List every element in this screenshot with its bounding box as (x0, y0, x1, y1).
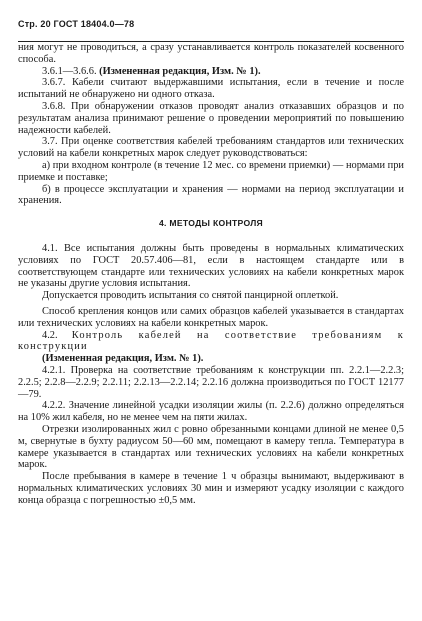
paragraph-3-6-1-amendment (18, 66, 404, 78)
running-header: Стр. 20 ГОСТ 18404.0—78 (18, 19, 135, 29)
paragraph-4-2 (18, 330, 404, 354)
amendment-note-4-2: (Измененная редакция, Изм. № 1). (42, 353, 204, 365)
paragraph-3-7-a: а) при входном контроле (в течение 12 мес. со времени приемки) — нормами при приемке и поставке; (18, 159, 404, 183)
document-body (18, 42, 404, 506)
clause-title: Контроль кабелей на соответствие требованиям к конструкции (18, 329, 404, 353)
paragraph-samples: Отрезки изолированных жил с ровно обрезанными концами длиной не менее 0,5 м, свернутые в бухту радиусом 50—60 мм, помещают в камеру тепла. Температура в камере указывается в стандартах или технических условиях на кабели конкретных марок. (18, 423, 404, 471)
paragraph-4-1: 4.1. Все испытания должны быть проведены в нормальных климатических условиях по ГОСТ 20.57.406—81, если в настоящем стандарте или в соответствующем стандарте или технических условиях на кабели конкретных марок не указаны другие условия испытания. (18, 242, 404, 290)
paragraph-4-2-2: 4.2.2. Значение линейной усадки изоляции жилы (п. 2.2.6) должно определяться на 10% жил кабеля, но не менее чем на пяти жилах. (18, 400, 404, 424)
section-heading: 4. МЕТОДЫ КОНТРОЛЯ (158, 218, 264, 229)
amendment-note: (Измененная редакция, Изм. № 1). (99, 65, 261, 77)
paragraph-oplyotka: Допускается проводить испытания со снятой панцирной оплеткой. (42, 290, 339, 302)
paragraph-3-7-b: б) в процессе эксплуатации и хранения — нормами на период эксплуатации и хранения. (18, 183, 404, 207)
paragraph-3-7: 3.7. При оценке соответствия кабелей требованиям стандартов или технических условий на кабели конкретных марок следует руководствоваться: (18, 136, 404, 160)
paragraph-3-6-8: 3.6.8. При обнаружении отказов проводят анализ отказавших образцов и по результатам анализа принимают решение о проведении мероприятий по повышению надежности кабелей. (18, 100, 404, 136)
clause-number: 3.6.1—3.6.6. (42, 65, 97, 77)
paragraph-fastening: Способ крепления концов или самих образцов кабелей указывается в стандартах или технических условиях на кабели конкретных марок. (18, 305, 404, 329)
paragraph-measurement: После пребывания в камере в течение 1 ч образцы вынимают, выдерживают в нормальных климатических условиях 30 мин и измеряют усадку изоляции с каждого конца образца с погрешностью ±0,5 мм. (18, 471, 404, 506)
paragraph-continuation: ния могут не проводиться, а сразу устанавливается контроль показателей косвенного способа. (18, 42, 404, 65)
paragraph-3-6-7: 3.6.7. Кабели считают выдержавшими испытания, если в течение и после испытаний не обнаружено ни одного отказа. (18, 77, 404, 101)
paragraph-4-2-1: 4.2.1. Проверка на соответствие требованиям к конструкции пп. 2.2.1—2.2.3; 2.2.5; 2.2.8—2.2.9; 2.2.11; 2.2.13—2.2.14; 2.2.16 должна производиться по ГОСТ 12177—79. (18, 364, 404, 400)
clause-number: 4.2. (42, 329, 58, 341)
